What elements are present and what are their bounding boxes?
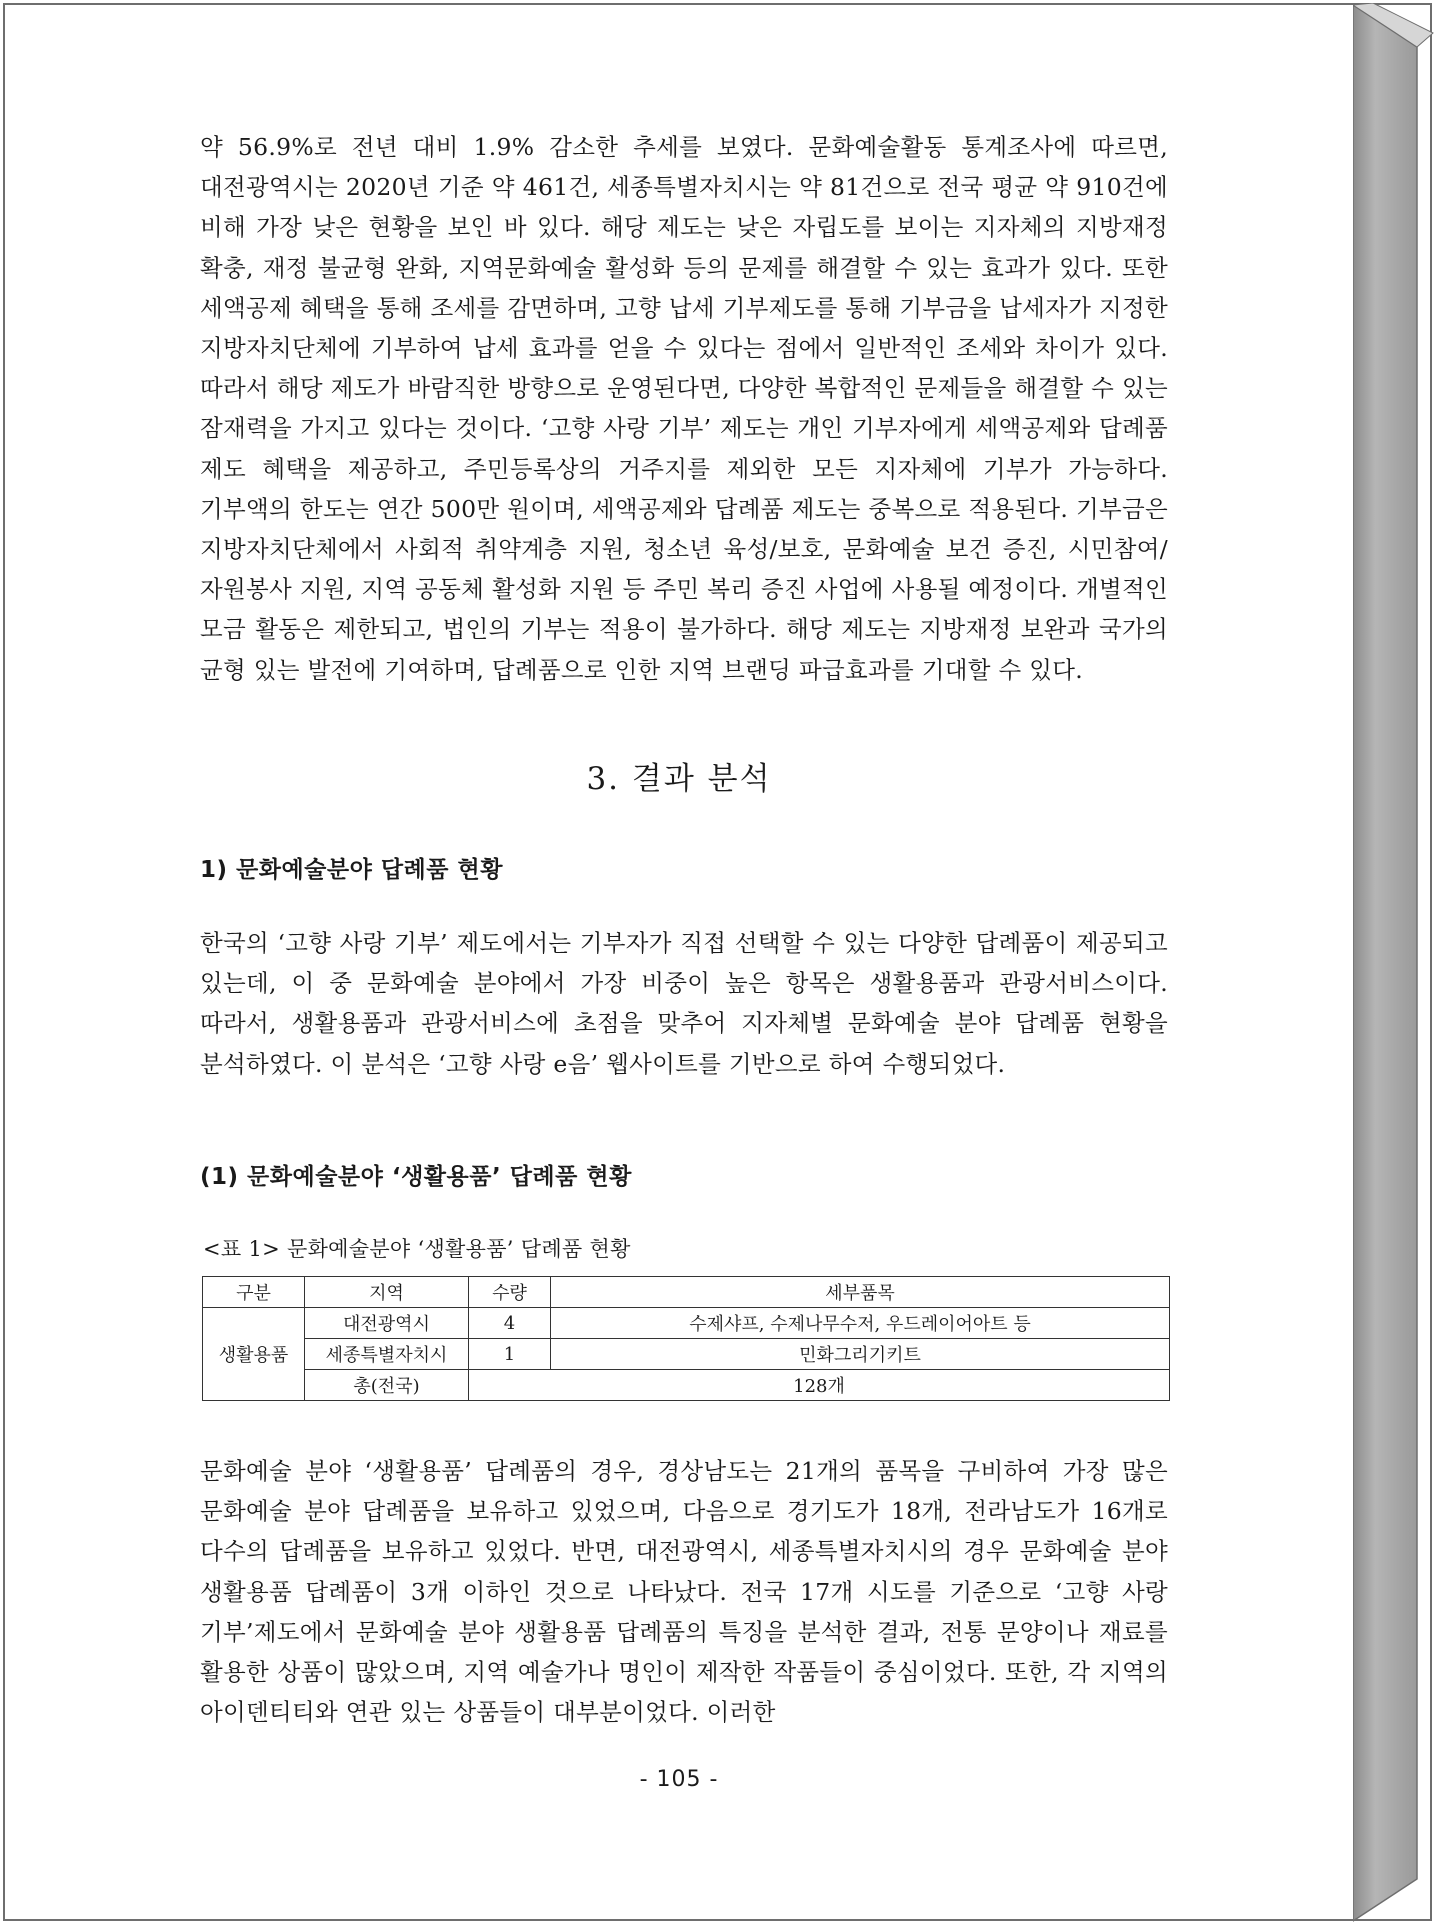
items-cell: 수제샤프, 수제나무수저, 우드레이어아트 등 (551, 1308, 1170, 1339)
table-row (203, 1339, 1170, 1370)
subsection-heading-1: 1) 문화예술분야 답례품 현황 (200, 857, 503, 883)
table-header-row (203, 1277, 1170, 1308)
region-cell: 세종특별자치시 (305, 1339, 469, 1370)
analysis-paragraph: 한국의 ‘고향 사랑 기부’ 제도에서는 기부자가 직접 선택할 수 있는 다양한 답례품이 제공되고 있는데, 이 중 문화예술 분야에서 가장 비중이 높은 항목은 생활용품과 관광서비스이다. 따라서, 생활용품과 관광서비스에 초점을 맞추어 지자체별 문화예술 분야 답례품 현황을 분석하였다. 이 분석은 ‘고향 사랑 e음’ 웹사이트를 기반으로 하여 수행되었다. (200, 929, 1168, 1078)
header-items: 세부품목 (551, 1277, 1170, 1308)
header-category: 구분 (203, 1277, 305, 1308)
subsection-heading-2: (1) 문화예술분야 ‘생활용품’ 답례품 현황 (200, 1164, 632, 1190)
count-cell: 1 (469, 1339, 551, 1370)
findings-paragraph: 문화예술 분야 ‘생활용품’ 답례품의 경우, 경상남도는 21개의 품목을 구비하여 가장 많은 문화예술 분야 답례품을 보유하고 있었으며, 다음으로 경기도가 18개, 전라남도가 16개로 다수의 답례품을 보유하고 있었다. 반면, 대전광역시, 세종특별자치시의 경우 문화예술 분야 생활용품 답례품이 3개 이하인 것으로 나타났다. 전국 17개 시도를 기준으로 ‘고향 사랑 기부’제도에서 문화예술 분야 생활용품 답례품의 특징을 분석한 결과, 전통 문양이나 재료를 활용한 상품이 많았으며, 지역 예술가나 명인이 제작한 작품들이 중심이었다. 또한, 각 지역의 아이덴티티와 연관 있는 상품들이 대부분이었다. 이러한 (200, 1457, 1168, 1727)
total-label-cell: 총(전국) (305, 1370, 469, 1401)
document-page (5, 5, 1353, 1919)
header-region: 지역 (305, 1277, 469, 1308)
book-spine (1353, 3, 1437, 1923)
count-cell: 4 (469, 1308, 551, 1339)
intro-paragraph: 약 56.9%로 전년 대비 1.9% 감소한 추세를 보였다. 문화예술활동 통계조사에 따르면, 대전광역시는 2020년 기준 약 461건, 세종특별자치시는 약 81건으로 전국 평균 약 910건에 비해 가장 낮은 현황을 보인 바 있다. 해당 제도는 낮은 자립도를 보이는 지자체의 지방재정 확충, 재정 불균형 완화, 지역문화예술 활성화 등의 문제를 해결할 수 있는 효과가 있다. 또한 세액공제 혜택을 통해 조세를 감면하며, 고향 납세 기부제도를 통해 기부금을 납세자가 지정한 지방자치단체에 기부하여 납세 효과를 얻을 수 있다는 점에서 일반적인 조세와 차이가 있다. 따라서 해당 제도가 바람직한 방향으로 운영된다면, 다양한 복합적인 문제들을 해결할 수 있는 잠재력을 가지고 있다는 것이다. ‘고향 사랑 기부’ 제도는 개인 기부자에게 세액공제와 답례품 제도 혜택을 제공하고, 주민등록상의 거주지를 제외한 모든 지자체에 기부가 가능하다. 기부액의 한도는 연간 500만 원이며, 세액공제와 답례품 제도는 중복으로 적용된다. 기부금은 지방자치단체에서 사회적 취약계층 지원, 청소년 육성/보호, 문화예술 보건 증진, 시민참여/자원봉사 지원, 지역 공동체 활성화 지원 등 주민 복리 증진 사업에 사용될 예정이다. 개별적인 모금 활동은 제한되고, 법인의 기부는 적용이 불가하다. 해당 제도는 지방재정 보완과 국가의 균형 있는 발전에 기여하며, 답례품으로 인한 지역 브랜딩 파급효과를 기대할 수 있다. (200, 133, 1168, 684)
total-value-cell: 128개 (469, 1370, 1170, 1401)
table-total-row (203, 1370, 1170, 1401)
category-cell: 생활용품 (203, 1308, 305, 1401)
gift-table (202, 1276, 1170, 1401)
items-cell: 민화그리기키트 (551, 1339, 1170, 1370)
header-count: 수량 (469, 1277, 551, 1308)
table-caption: <표 1> 문화예술분야 ‘생활용품’ 답례품 현황 (203, 1237, 631, 1261)
table-row (203, 1308, 1170, 1339)
page-number: - 105 - (639, 1767, 719, 1792)
region-cell: 대전광역시 (305, 1308, 469, 1339)
section-title: 3. 결과 분석 (586, 761, 772, 797)
